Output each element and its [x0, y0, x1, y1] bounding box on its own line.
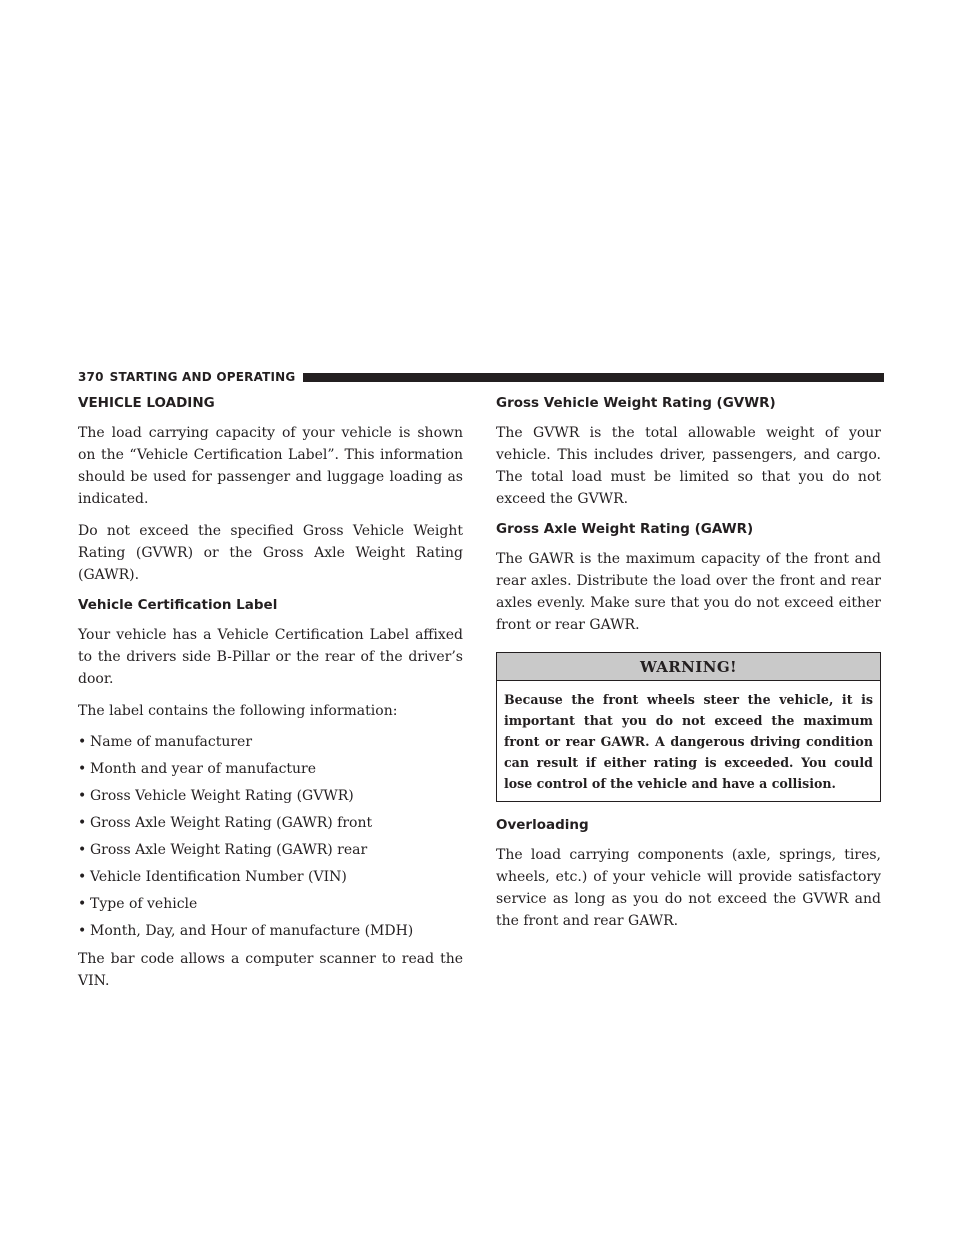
list-item: [78, 921, 463, 941]
intro-paragraph-1: The load carrying capacity of your vehicle is shown on the “Vehicle Certification Label”. This information should be used for passenger and luggage loading as indicated.: [78, 425, 463, 507]
list-item: [78, 867, 463, 887]
list-item: [78, 786, 463, 806]
bullet-icon: •: [78, 734, 87, 750]
list-item: [78, 813, 463, 833]
section-title: STARTING AND OPERATING: [109, 370, 296, 384]
bullet-icon: •: [78, 869, 87, 885]
gvwr-heading: Gross Vehicle Weight Rating (GVWR): [496, 395, 776, 411]
bullet-icon: •: [78, 923, 87, 939]
vehicle-loading-heading: VEHICLE LOADING: [78, 395, 215, 411]
list-item-text: Type of vehicle: [90, 896, 198, 912]
bullet-icon: •: [78, 896, 87, 912]
bullet-icon: •: [78, 815, 87, 831]
intro-paragraph-2: Do not exceed the specified Gross Vehicle Weight Rating (GVWR) or the Gross Axle Weight Rating (GAWR).: [78, 523, 463, 583]
bullet-icon: •: [78, 788, 87, 804]
gvwr-paragraph: The GVWR is the total allowable weight of your vehicle. This includes driver, passengers, and cargo. The total load must be limited so that you do not exceed the GVWR.: [496, 425, 881, 507]
page-number: 370: [78, 370, 104, 384]
header-rule: [303, 373, 884, 382]
warning-title: WARNING!: [497, 653, 880, 681]
list-item-text: Month and year of manufacture: [90, 761, 317, 777]
list-item: [78, 894, 463, 914]
list-item: [78, 732, 463, 752]
list-item-text: Name of manufacturer: [90, 734, 253, 750]
overloading-paragraph: The load carrying components (axle, springs, tires, wheels, etc.) of your vehicle will provide satisfactory service as long as you do not exceed the GVWR and the front and rear GAWR.: [496, 847, 881, 929]
label-info-list: [78, 732, 463, 941]
bullet-icon: •: [78, 761, 87, 777]
list-item: [78, 759, 463, 779]
certification-paragraph-2: The label contains the following information:: [78, 703, 398, 719]
bullet-icon: •: [78, 842, 87, 858]
list-item-text: Gross Axle Weight Rating (GAWR) front: [90, 815, 373, 831]
certification-label-heading: Vehicle Certification Label: [78, 597, 278, 613]
list-item: [78, 840, 463, 860]
left-column: [78, 394, 463, 1002]
right-column: [496, 394, 881, 942]
list-item-text: Month, Day, and Hour of manufacture (MDH): [90, 923, 414, 939]
list-item-text: Gross Vehicle Weight Rating (GVWR): [90, 788, 354, 804]
warning-box: [496, 652, 881, 802]
gawr-paragraph: The GAWR is the maximum capacity of the front and rear axles. Distribute the load over the front and rear axles evenly. Make sure that you do not exceed either front or rear GAWR.: [496, 551, 881, 633]
certification-paragraph-1: Your vehicle has a Vehicle Certification Label affixed to the drivers side B-Pillar or the rear of the driver’s door.: [78, 627, 463, 687]
list-item-text: Gross Axle Weight Rating (GAWR) rear: [90, 842, 368, 858]
warning-text: Because the front wheels steer the vehicle, it is important that you do not exceed the maximum front or rear GAWR. A dangerous driving condition can result if either rating is exceeded. You could lose control of the vehicle and have a collision.: [504, 692, 873, 791]
overloading-heading: Overloading: [496, 817, 589, 833]
barcode-paragraph: The bar code allows a computer scanner to read the VIN.: [78, 951, 463, 989]
gawr-heading: Gross Axle Weight Rating (GAWR): [496, 521, 754, 537]
list-item-text: Vehicle Identification Number (VIN): [90, 869, 347, 885]
page-header: [78, 370, 884, 384]
